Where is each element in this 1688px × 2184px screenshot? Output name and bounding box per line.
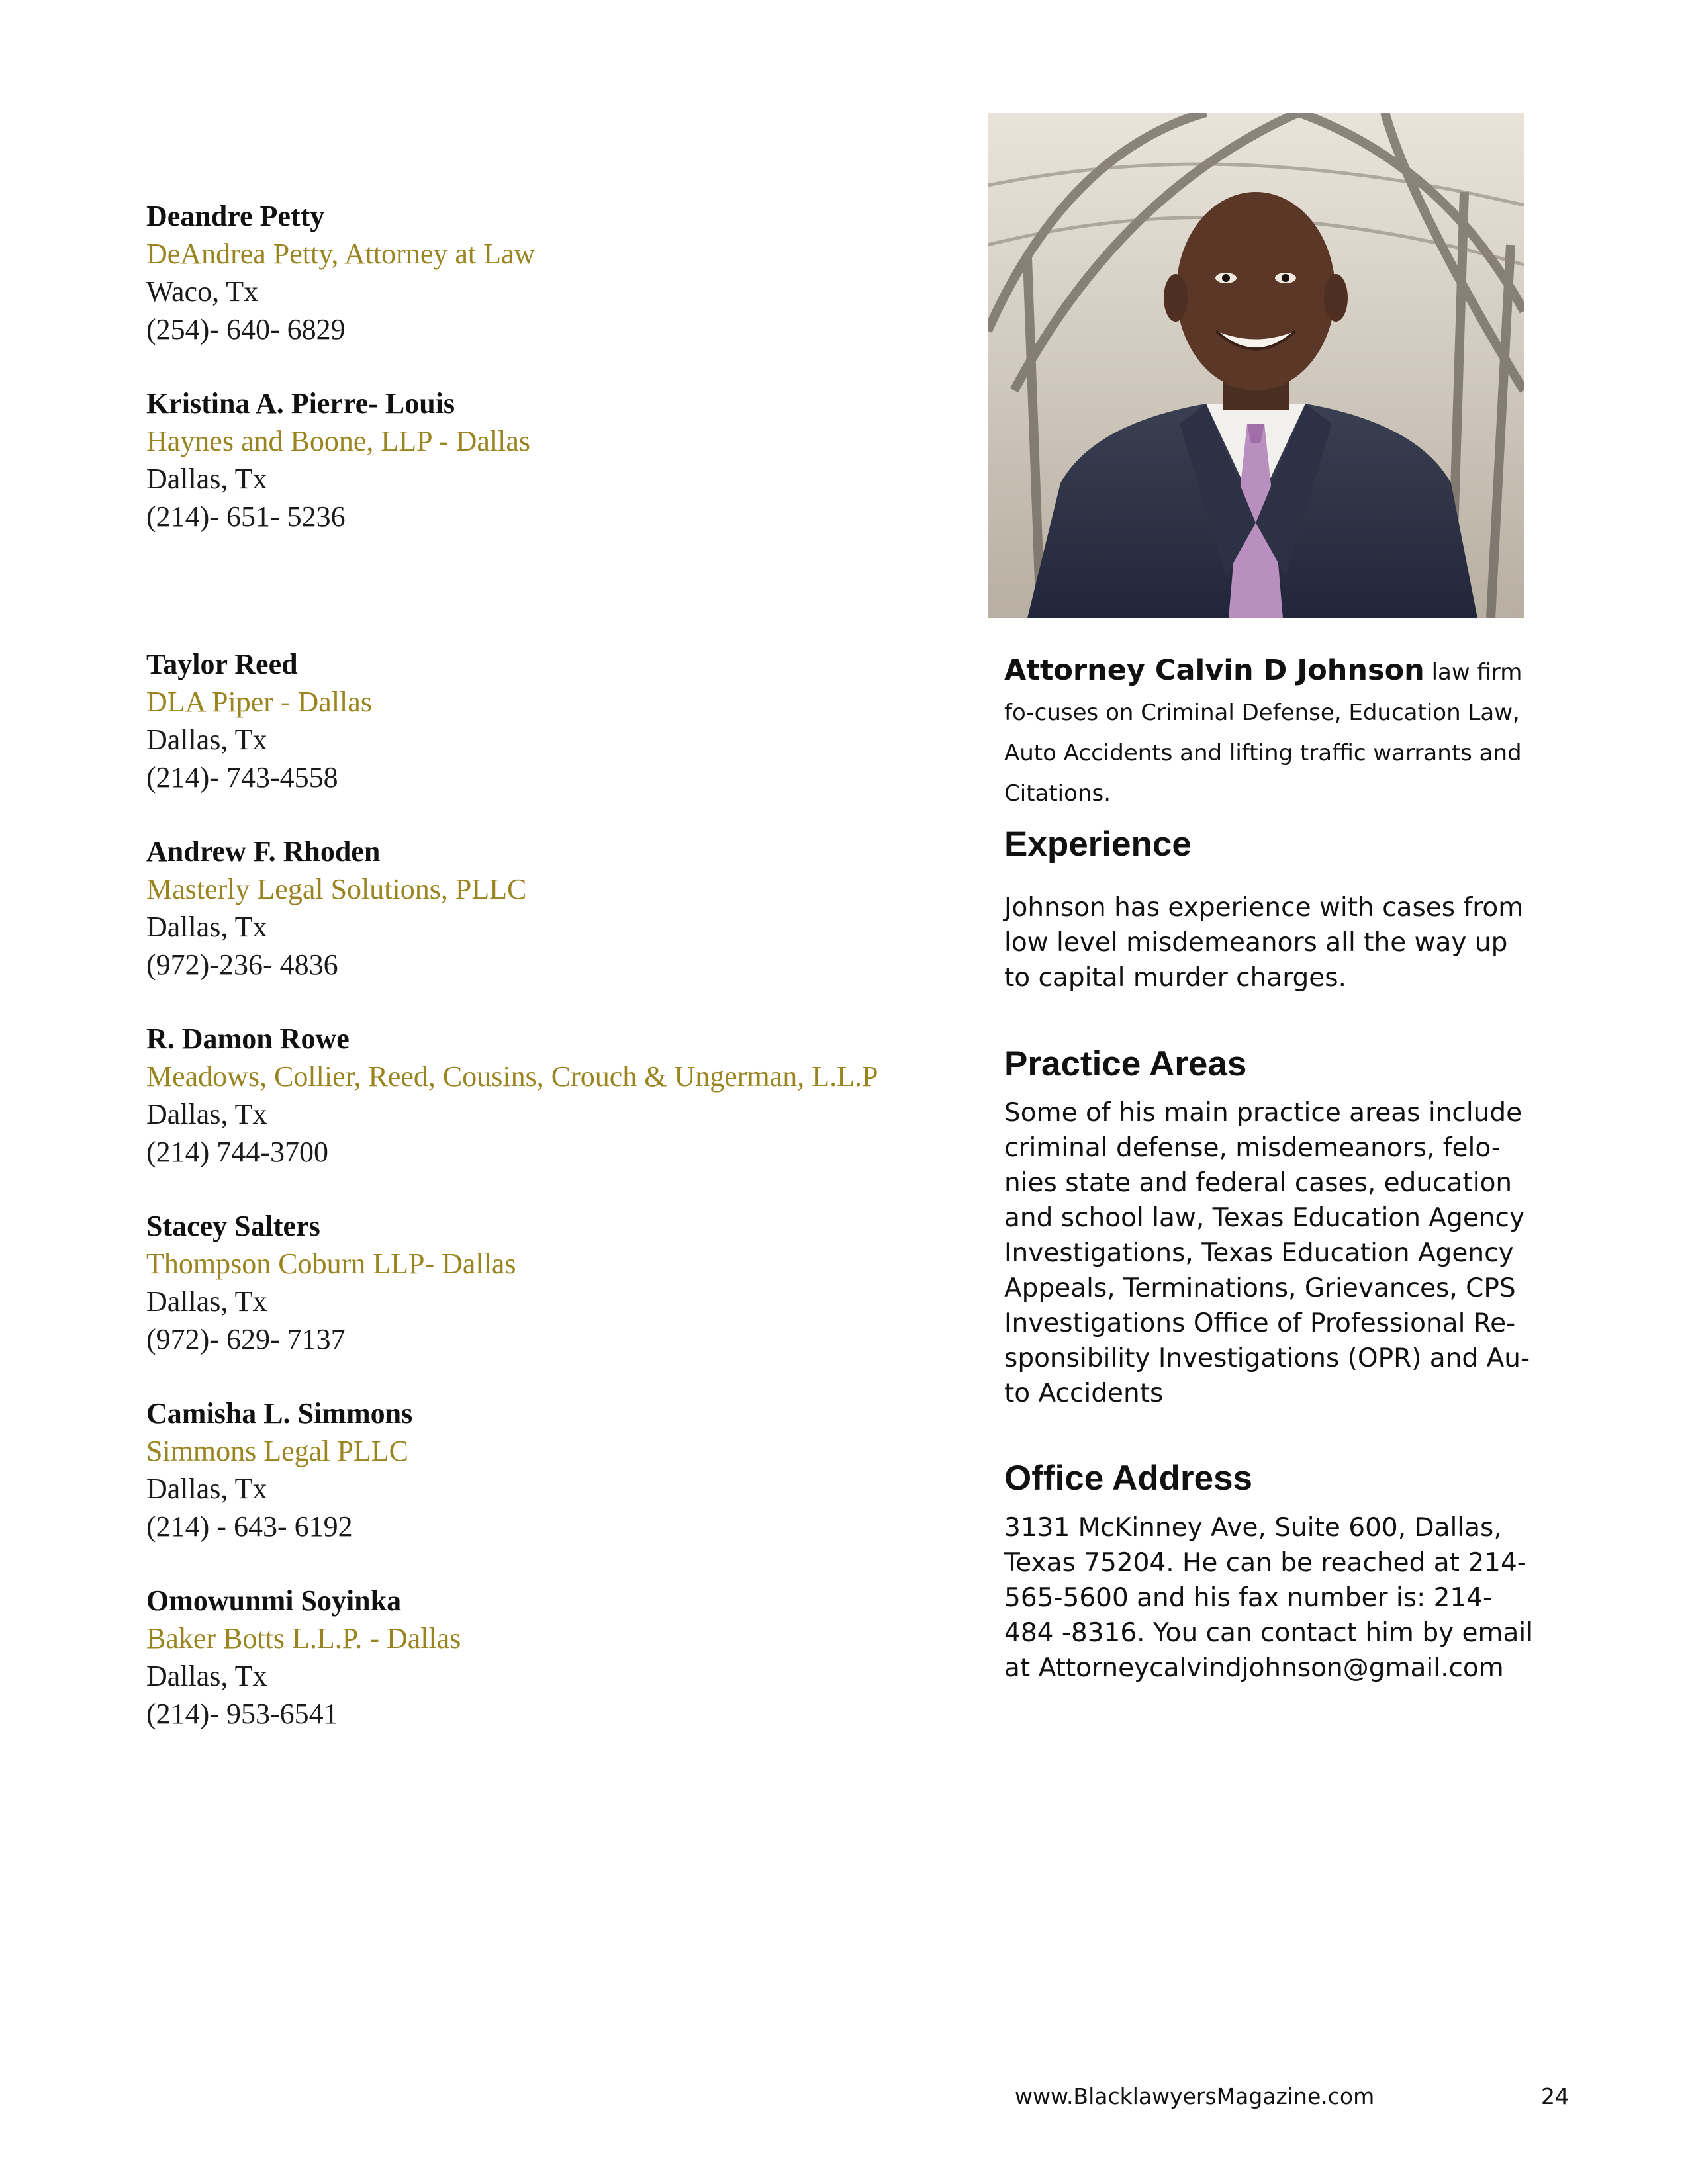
- feature-intro: [1004, 651, 1534, 814]
- attorney-name: Stacey Salters: [146, 1210, 320, 1242]
- practice-areas-text: Some of his main practice areas include criminal defense, misdemeanors, felo-nies state and federal cases, education and school law, Texas Education Agency Investigations, Texas Education Agency Appeals, Terminations, Grievances, CPS Investigations Office of Professional Re-sponsibility Investigations (OPR) and Au-to Accidents: [1004, 1098, 1530, 1408]
- practice-areas-heading: Practice Areas: [1004, 1044, 1247, 1083]
- directory-entry: [146, 1207, 941, 1358]
- phone-number: (214)- 651- 5236: [146, 500, 346, 533]
- city: Dallas, Tx: [146, 1660, 267, 1692]
- feature-intro-lead: Attorney Calvin D Johnson: [1004, 654, 1425, 687]
- directory-entry: [146, 833, 941, 983]
- experience-text: Johnson has experience with cases from low level misdemeanors all the way up to capital murder charges.: [1004, 893, 1524, 993]
- phone-number: (972)- 629- 7137: [146, 1323, 346, 1355]
- footer-website-url: www.BlacklawyersMagazine.com: [1015, 2083, 1375, 2109]
- firm-name: Thompson Coburn LLP- Dallas: [146, 1248, 516, 1280]
- city: Dallas, Tx: [146, 1285, 267, 1318]
- city: Waco, Tx: [146, 275, 259, 308]
- firm-name: Meadows, Collier, Reed, Cousins, Crouch & Ungerman, L.L.P: [146, 1060, 878, 1093]
- attorney-name: R. Damon Rowe: [146, 1023, 350, 1055]
- attorney-name: Deandre Petty: [146, 200, 325, 232]
- phone-number: (214)- 743-4558: [146, 761, 338, 794]
- city: Dallas, Tx: [146, 463, 267, 495]
- city: Dallas, Tx: [146, 723, 267, 756]
- experience-heading: Experience: [1004, 825, 1192, 864]
- attorney-name: Camisha L. Simmons: [146, 1397, 413, 1430]
- directory-entry: [146, 645, 941, 796]
- attorney-name: Omowunmi Soyinka: [146, 1584, 402, 1617]
- city: Dallas, Tx: [146, 1098, 267, 1130]
- city: Dallas, Tx: [146, 1473, 267, 1505]
- phone-number: (214)- 953-6541: [146, 1698, 338, 1730]
- firm-name: Haynes and Boone, LLP - Dallas: [146, 425, 531, 457]
- firm-name: DeAndrea Petty, Attorney at Law: [146, 238, 536, 270]
- phone-number: (214) - 643- 6192: [146, 1510, 353, 1543]
- attorney-name: Kristina A. Pierre- Louis: [146, 387, 455, 420]
- firm-name: Baker Botts L.L.P. - Dallas: [146, 1622, 461, 1655]
- directory-entry: [146, 385, 941, 535]
- attorney-name: Taylor Reed: [146, 648, 298, 680]
- phone-number: (254)- 640- 6829: [146, 313, 346, 345]
- feature-intro-text: law firm fo-cuses on Criminal Defense, Education Law, Auto Accidents and lifting traffic warrants and Citations.: [1004, 659, 1523, 807]
- city: Dallas, Tx: [146, 911, 267, 943]
- firm-name: Simmons Legal PLLC: [146, 1435, 408, 1467]
- page-number: 24: [1541, 2083, 1569, 2109]
- directory-entry: [146, 197, 941, 348]
- phone-number: (214) 744-3700: [146, 1136, 328, 1168]
- directory-entry: [146, 1394, 941, 1545]
- attorney-portrait-photo: [988, 113, 1524, 618]
- firm-name: Masterly Legal Solutions, PLLC: [146, 873, 527, 905]
- office-address-text: 3131 McKinney Ave, Suite 600, Dallas, Texas 75204. He can be reached at 214-565-5600 and his fax number is: 214-484 -8316. You can contact him by email at Attorneycalvindjohnson@gmail.com: [1004, 1513, 1534, 1683]
- office-address-heading: Office Address: [1004, 1459, 1253, 1498]
- directory-entry: [146, 1582, 941, 1733]
- firm-name: DLA Piper - Dallas: [146, 686, 372, 718]
- attorney-name: Andrew F. Rhoden: [146, 835, 381, 868]
- directory-entry: [146, 1020, 941, 1171]
- phone-number: (972)-236- 4836: [146, 948, 338, 981]
